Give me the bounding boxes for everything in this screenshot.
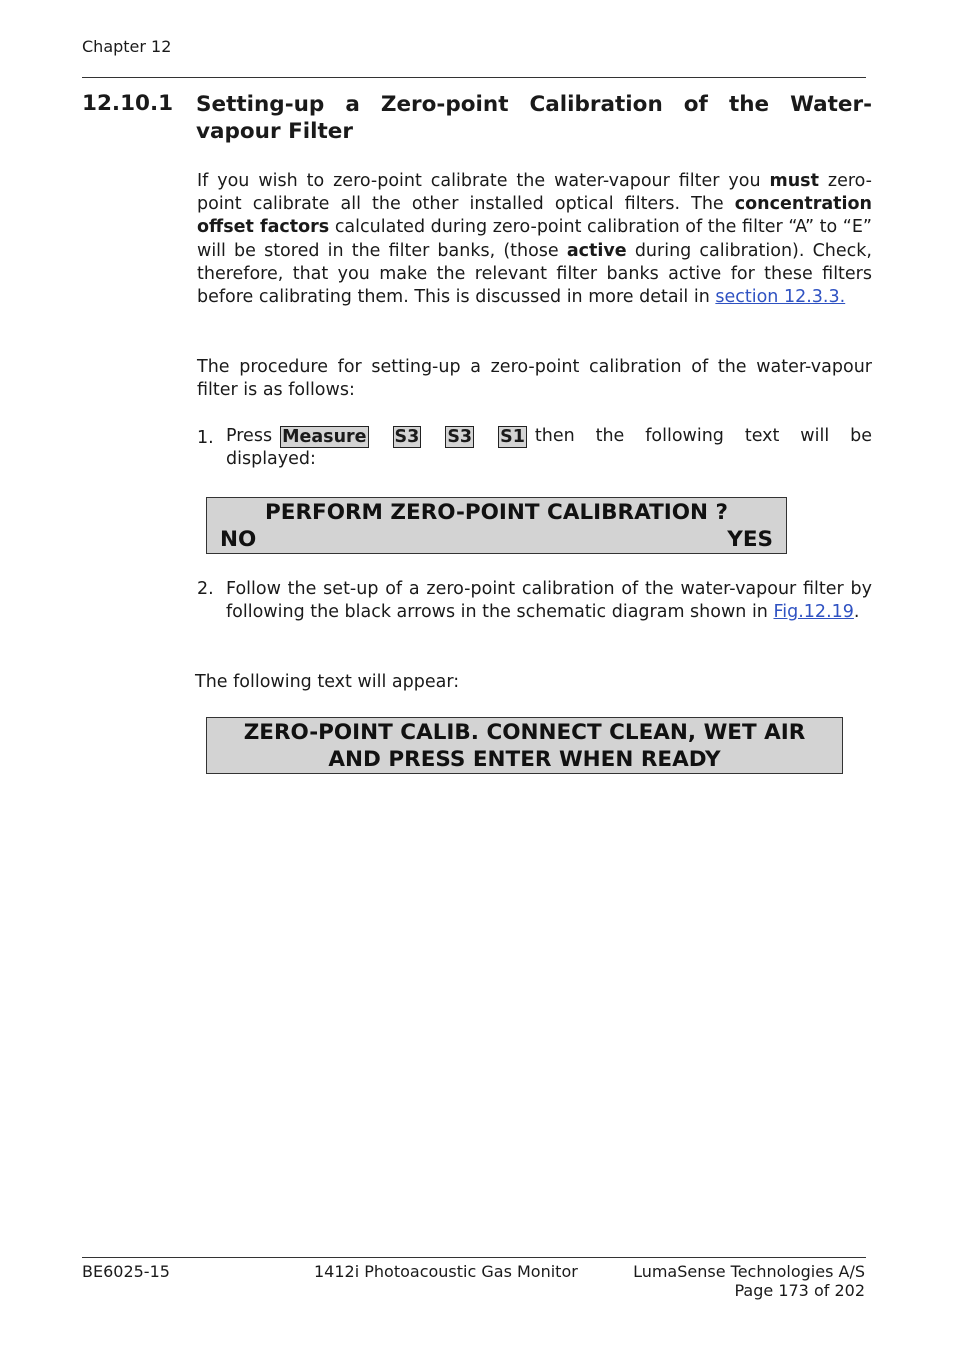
step-2-text: Follow the set-up of a zero-point calibration of the water-vapour filter by following the black arrows in the schematic diagram shown in — [226, 579, 872, 623]
intro-bold-factors: concentration offset factors — [197, 194, 872, 238]
measure-key: Measure — [282, 426, 367, 447]
footer-doc-id: BE6025-15 — [82, 1262, 170, 1281]
display-zero-point-calib — [206, 717, 843, 774]
intro-paragraph — [197, 170, 872, 309]
step-1-number: 1. — [197, 428, 214, 448]
section-link[interactable]: section 12.3.3. — [715, 287, 846, 308]
display-no-option: NO — [220, 527, 257, 552]
fig-link[interactable]: Fig.12.19 — [773, 602, 854, 623]
display-1-line-1: PERFORM ZERO-POINT CALIBRATION ? — [265, 500, 728, 525]
step-2 — [226, 578, 872, 624]
s1-key: S1 — [500, 426, 525, 447]
intro-text-3: calculated during zero-point calibration of the filter “A” to “E” will be stored in the filter banks, (those — [197, 217, 872, 261]
section-number: 12.10.1 — [82, 91, 174, 116]
intro-text-1: If you wish to zero-point calibrate the water-vapour filter you — [197, 171, 770, 191]
following-text-paragraph: The following text will appear: — [195, 672, 460, 692]
procedure-paragraph: The procedure for setting-up a zero-point calibration of the water-vapour filter is as follows: — [197, 357, 872, 401]
footer-page-number: Page 173 of 202 — [734, 1281, 865, 1300]
section-title: Setting-up a Zero-point Calibration of the Water-vapour Filter — [196, 92, 872, 144]
step-1-line2: displayed: — [226, 449, 316, 470]
intro-bold-active: active — [566, 240, 627, 261]
footer-rule — [82, 1257, 866, 1258]
step-1 — [226, 425, 872, 471]
display-2-line-1: ZERO-POINT CALIB. CONNECT CLEAN, WET AIR — [243, 720, 806, 745]
intro-bold-must: must — [769, 171, 819, 191]
step-1-after: then the following text will be — [534, 426, 872, 446]
s3-key-1: S3 — [394, 426, 420, 447]
header-rule — [82, 77, 866, 78]
s3-key-2: S3 — [447, 426, 473, 447]
step-2-number: 2. — [197, 579, 214, 599]
display-2-line-2: AND PRESS ENTER WHEN READY — [328, 747, 721, 772]
footer-company: LumaSense Technologies A/S — [633, 1262, 865, 1281]
display-yes-option: YES — [727, 527, 773, 552]
display-perform-calibration — [206, 497, 787, 554]
intro-text-2: zero-point calibrate all the other installed optical filters. The — [197, 171, 873, 215]
footer-company-page — [560, 1262, 865, 1300]
step-2-end: . — [853, 602, 860, 623]
footer-product: 1412i Photoacoustic Gas Monitor — [314, 1262, 578, 1281]
step-1-press: Press — [226, 426, 273, 446]
intro-text-4: during calibration). Check, therefore, that you make the relevant filter banks active for these filters before calibrating them. This is discussed in more detail in — [197, 240, 872, 308]
chapter-header: Chapter 12 — [82, 37, 172, 56]
